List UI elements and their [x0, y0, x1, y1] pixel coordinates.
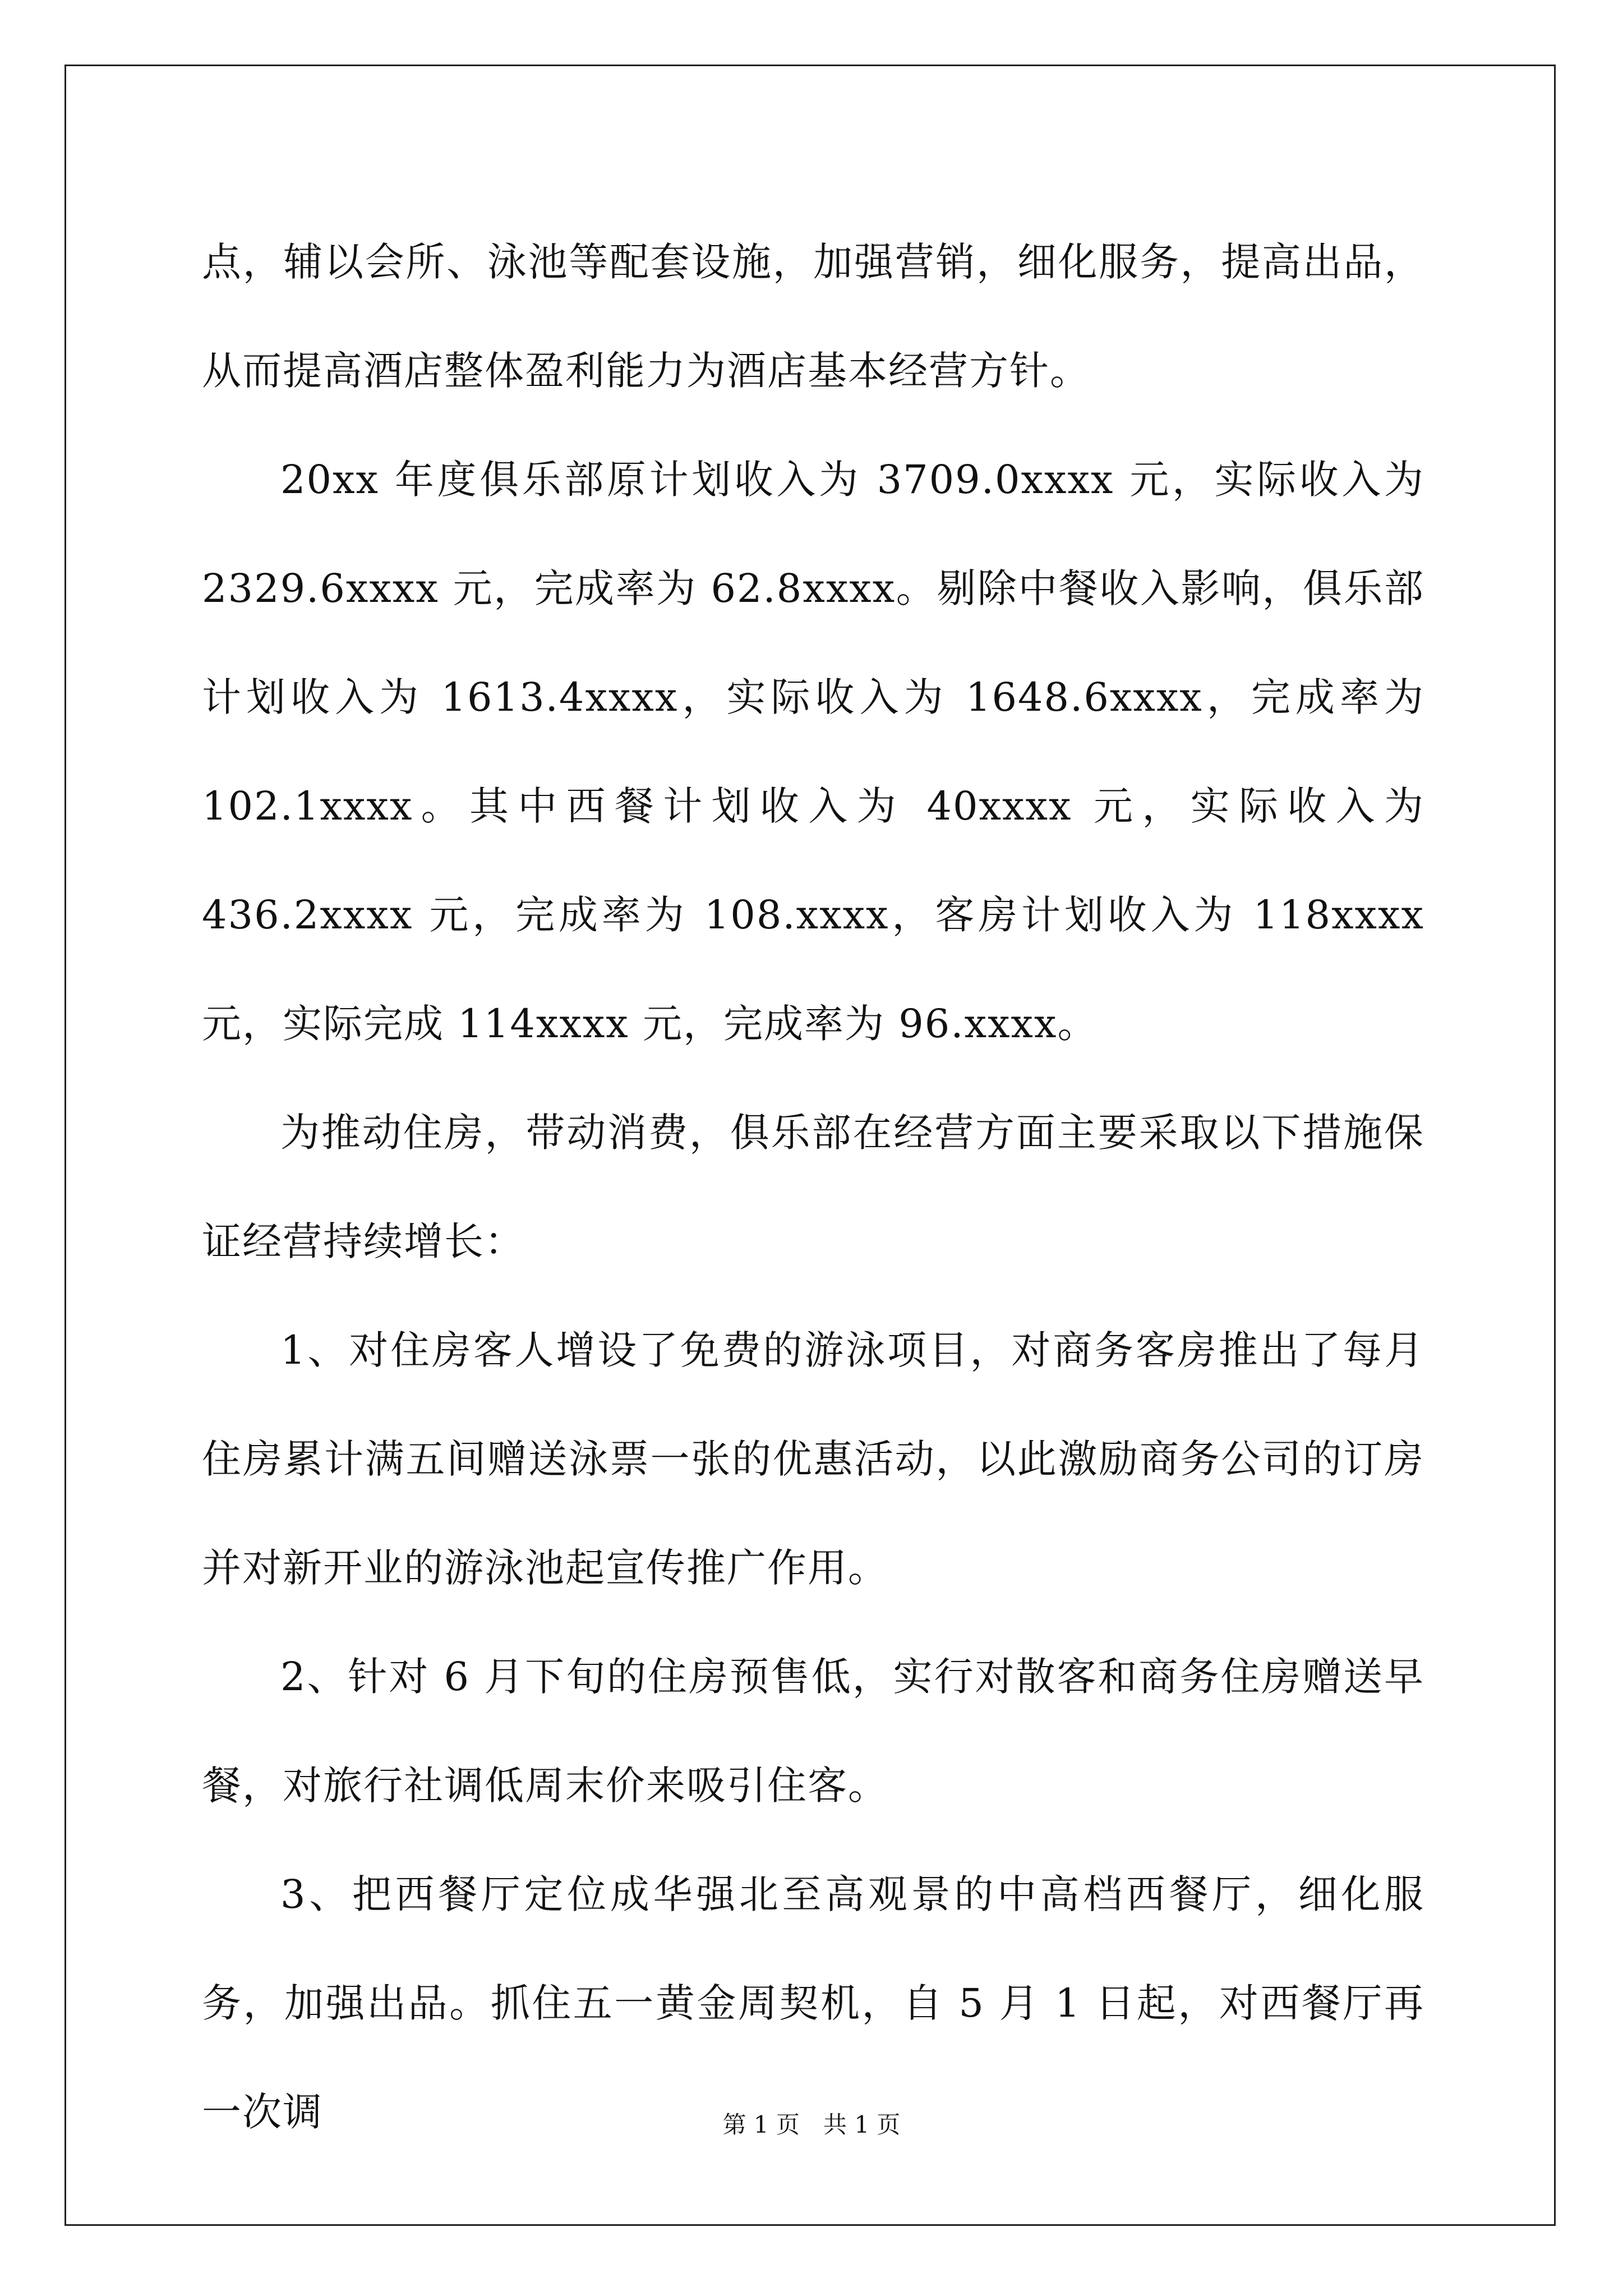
paragraph-measure-3: 3、把西餐厅定位成华强北至高观景的中高档西餐厅，细化服务，加强出品。抓住五一黄金周契机，自 5 月 1 日起，对西餐厅再一次调 — [202, 1871, 1424, 2135]
page-number-footer: 第 1 页 共 1 页 — [722, 2111, 901, 2138]
paragraph-measure-1: 1、对住房客人增设了免费的游泳项目，对商务客房推出了每月住房累计满五间赠送泳票一张的优惠活动，以此激励商务公司的订房并对新开业的游泳池起宣传推广作用。 — [202, 1327, 1424, 1591]
paragraph-measures-intro: 为推动住房，带动消费，俱乐部在经营方面主要采取以下措施保证经营持续增长： — [202, 1110, 1424, 1264]
document-body — [202, 208, 1424, 2166]
paragraph-continuation: 点，辅以会所、泳池等配套设施，加强营销，细化服务，提高出品，从而提高酒店整体盈利能力为酒店基本经营方针。 — [202, 239, 1424, 394]
paragraph-measure-2: 2、针对 6 月下旬的住房预售低，实行对散客和商务住房赠送早餐，对旅行社调低周末价来吸引住客。 — [202, 1654, 1424, 1809]
paragraph-revenue-summary: 20xx 年度俱乐部原计划收入为 3709.0xxxx 元，实际收入为 2329.6xxxx 元，完成率为 62.8xxxx。剔除中餐收入影响，俱乐部计划收入为 1613.4xxxx，实际收入为 1648.6xxxx，完成率为 102.1xxxx。其中西餐计划收入为 40xxxx 元，实际收入为 436.2xxxx 元，完成率为 108.xxxx，客房计划收入为 118xxxx 元，实际完成 114xxxx 元，完成率为 96.xxxx。 — [202, 457, 1424, 1047]
